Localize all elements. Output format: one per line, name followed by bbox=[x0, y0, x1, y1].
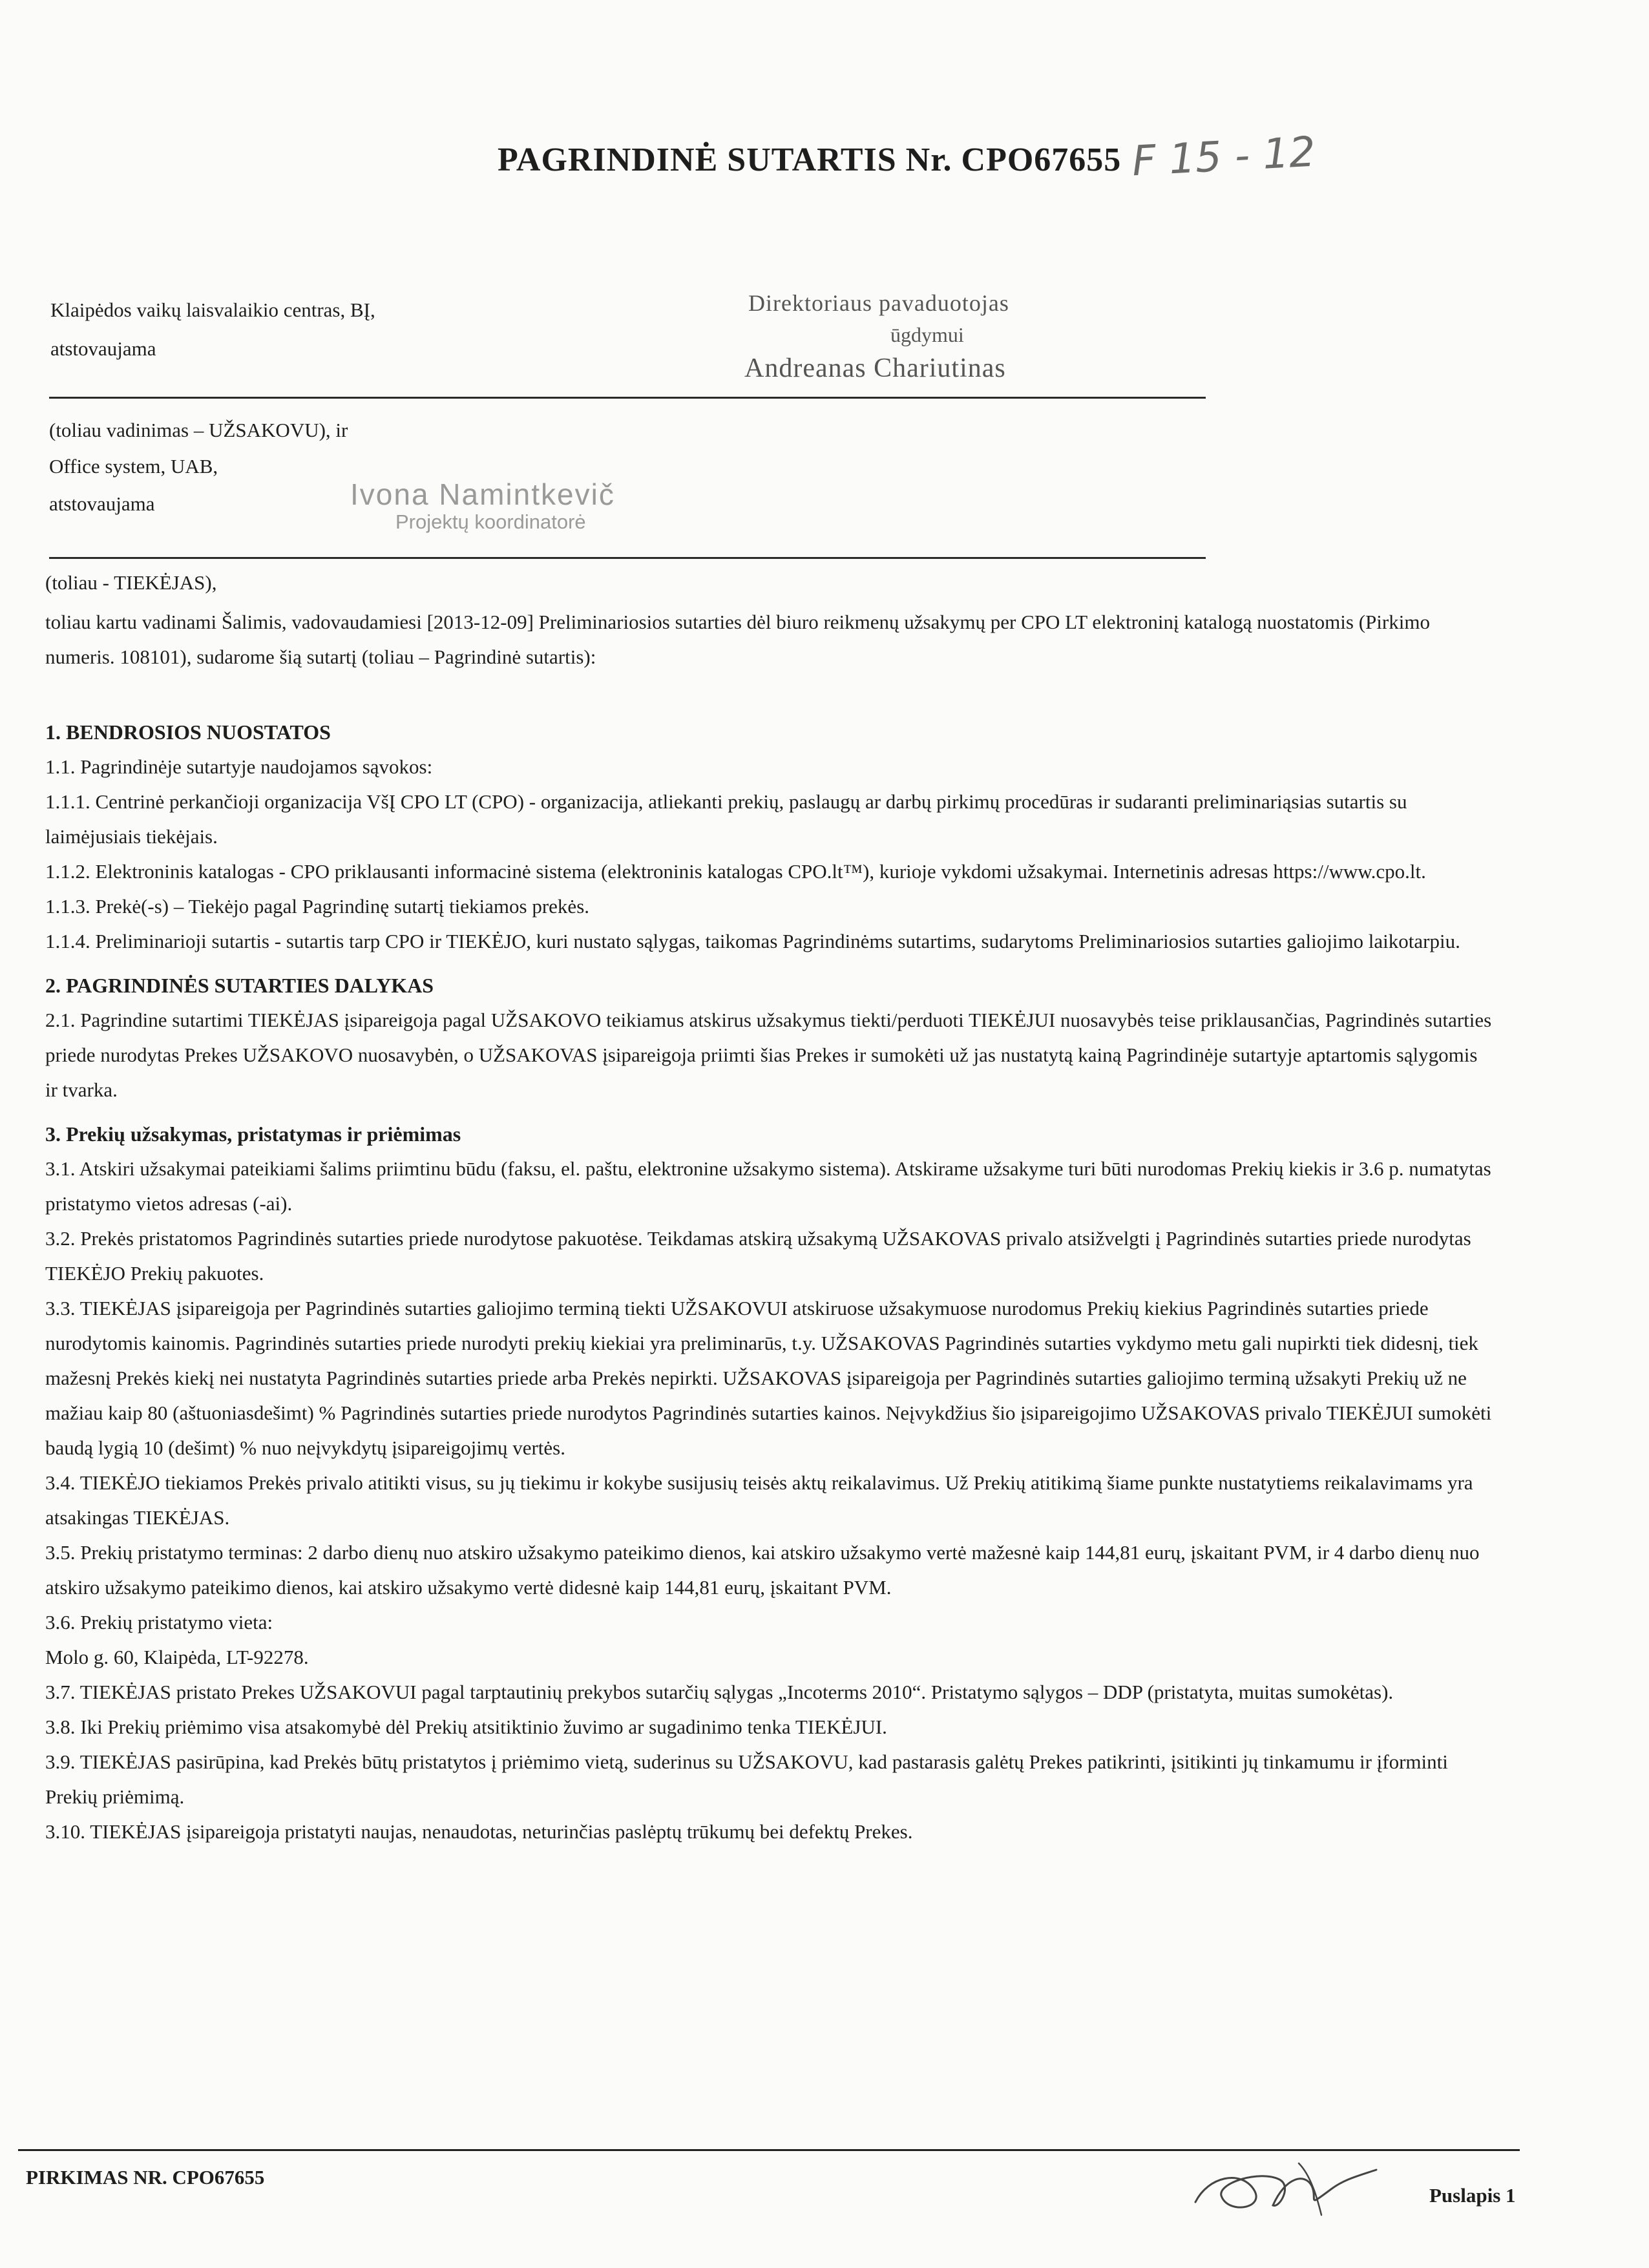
clause: 3.3. TIEKĖJAS įsipareigoja per Pagrindinės sutarties galiojimo terminą tiekti UŽSAKOVUI atskiruose užsakymuose nurodomus Prekių kiekius Pagrindinės sutarties priede nurodytomis kainomis. Pagrindinės sutarties priede nurodyti prekių kiekiai yra preliminarūs, t.y. UŽSAKOVAS Pagrindinės sutarties vykdymo metu gali nupirkti tiek didesnį, tiek mažesnį Prekės kiekį nei nustatyta Pagrindinės sutarties priede arba Prekės nepirkti. UŽSAKOVAS įsipareigoja per Pagrindinės sutarties galiojimo terminą užsakyti Prekių už ne mažiau kaip 80 (aštuoniasdešimt) % Pagrindinės sutarties priede nurodytos Pagrindinės sutarties kainos. Neįvykdžius šio įsipareigojimo UŽSAKOVAS privalo TIEKĖJUI sumokėti baudą lygią 10 (dešimt) % nuo neįvykdytų įsipareigojimų vertės. bbox=[45, 1297, 1492, 1459]
signature-scribble bbox=[1182, 2150, 1396, 2228]
handwritten-note: F 15 - 12 bbox=[1131, 128, 1317, 186]
clause: 3.1. Atskiri užsakymai pateikiami šalims priimtinu būdu (faksu, el. paštu, elektronine užsakymo sistema). Atskirame užsakyme turi būti nurodomas Prekių kiekis ir 3.6 p. numatytas pristatymo vietos adresas (-ai). bbox=[45, 1157, 1491, 1215]
supplier-stamp-name: Ivona Namintkevič bbox=[350, 478, 615, 511]
clause: Molo g. 60, Klaipėda, LT-92278. bbox=[45, 1646, 309, 1668]
footer-page-number: Puslapis 1 bbox=[1429, 2184, 1516, 2207]
buyer-represented: atstovaujama bbox=[50, 337, 156, 360]
clause: 1.1.1. Centrinė perkančioji organizacija VšĮ CPO LT (CPO) - organizacija, atliekanti prekių, paslaugų ar darbų pirkimų procedūras ir sudaranti preliminariąsias sutartis su laimėjusiais tiekėjais. bbox=[45, 790, 1407, 848]
section-2-heading: 2. PAGRINDINĖS SUTARTIES DALYKAS bbox=[45, 974, 434, 997]
buyer-signature-line bbox=[49, 397, 1206, 399]
contract-body bbox=[45, 605, 1493, 1849]
clause: 3.4. TIEKĖJO tiekiamos Prekės privalo atitikti visus, su jų tiekimu ir kokybe susijusių teisės aktų reikalavimus. Už Prekių atitikimą šiame punkte nustatytiems reikalavimams yra atsakingas TIEKĖJAS. bbox=[45, 1471, 1473, 1529]
clause: 1.1. Pagrindinėje sutartyje naudojamos sąvokos: bbox=[45, 755, 433, 778]
clause: 3.9. TIEKĖJAS pasirūpina, kad Prekės būtų pristatytos į priėmimo vietą, suderinus su UŽSAKOVU, kad pastarasis galėtų Prekes patikrinti, įsitikinti jų tinkamumu ir įforminti Prekių priėmimą. bbox=[45, 1750, 1448, 1808]
clause: 3.7. TIEKĖJAS pristato Prekes UŽSAKOVUI pagal tarptautinių prekybos sutarčių sąlygas „Incoterms 2010“. Pristatymo sąlygos – DDP (pristatyta, muitas sumokėtas). bbox=[45, 1681, 1394, 1703]
buyer-stamp-title: Direktoriaus pavaduotojas bbox=[748, 290, 1009, 316]
clause: 1.1.4. Preliminarioji sutartis - sutartis tarp CPO ir TIEKĖJO, kuri nustato sąlygas, taikomas Pagrindinėms sutartims, sudarytoms Preliminariosios sutarties galiojimo laikotarpiu. bbox=[45, 930, 1460, 952]
supplier-stamp-role: Projektų koordinatorė bbox=[395, 510, 586, 533]
section-3-heading: 3. Prekių užsakymas, pristatymas ir priėmimas bbox=[45, 1122, 461, 1146]
footer-procurement-number: PIRKIMAS NR. CPO67655 bbox=[26, 2166, 265, 2189]
supplier-name: Office system, UAB, bbox=[49, 455, 218, 478]
supplier-represented: atstovaujama bbox=[49, 492, 155, 515]
document-title: PAGRINDINĖ SUTARTIS Nr. CPO67655 bbox=[498, 142, 1122, 178]
buyer-name: Klaipėdos vaikų laisvalaikio centras, BĮ, bbox=[50, 299, 375, 321]
clause: 1.1.2. Elektroninis katalogas - CPO priklausanti informacinė sistema (elektroninis katalogas CPO.lt™), kurioje vykdomi užsakymai. Internetinis adresas https://www.cpo.lt. bbox=[45, 860, 1426, 883]
clause: 1.1.3. Prekė(-s) – Tiekėjo pagal Pagrindinę sutartį tiekiamos prekės. bbox=[45, 895, 590, 918]
clause: 2.1. Pagrindine sutartimi TIEKĖJAS įsipareigoja pagal UŽSAKOVO teikiamus atskirus užsakymus tiekti/perduoti TIEKĖJUI nuosavybės teise priklausančias, Pagrindinės sutarties priede nurodytas Prekes UŽSAKOVO nuosavybėn, o UŽSAKOVAS įsipareigoja priimti šias Prekes ir sumokėti už jas nustatytą kainą Pagrindinėje sutartyje aptartomis sąlygomis ir tvarka. bbox=[45, 1009, 1492, 1101]
clause: 3.6. Prekių pristatymo vieta: bbox=[45, 1611, 273, 1633]
buyer-stamp-sub: ūgdymui bbox=[890, 323, 964, 346]
clause: 3.8. Iki Prekių priėmimo visa atsakomybė dėl Prekių atsitiktinio žuvimo ar sugadinimo tenka TIEKĖJUI. bbox=[45, 1716, 887, 1738]
buyer-called: (toliau vadinimas – UŽSAKOVU), ir bbox=[49, 419, 348, 441]
clause: 3.2. Prekės pristatomos Pagrindinės sutarties priede nurodytose pakuotėse. Teikdamas atskirą užsakymą UŽSAKOVAS privalo atsižvelgti į Pagrindinės sutarties priede nurodytas TIEKĖJO Prekių pakuotes. bbox=[45, 1227, 1471, 1285]
clause: 3.5. Prekių pristatymo terminas: 2 darbo dienų nuo atskiro užsakymo pateikimo dienos, kai atskiro užsakymo vertė mažesnė kaip 144,81 eurų, įskaitant PVM, ir 4 darbo dienų nuo atskiro užsakymo pateikimo dienos, kai atskiro užsakymo vertė didesnė kaip 144,81 eurų, įskaitant PVM. bbox=[45, 1541, 1480, 1599]
clause: 3.10. TIEKĖJAS įsipareigoja pristatyti naujas, nenaudotas, neturinčias paslėptų trūkumų bei defektų Prekes. bbox=[45, 1820, 913, 1843]
buyer-stamp-name: Andreanas Chariutinas bbox=[744, 353, 1006, 383]
intro-paragraph: toliau kartu vadinami Šalimis, vadovaudamiesi [2013-12-09] Preliminariosios sutarties dėl biuro reikmenų užsakymų per CPO LT elektroninį katalogą nuostatomis (Pirkimo numeris. 108101), sudarome šią sutartį (toliau – Pagrindinė sutartis): bbox=[45, 611, 1430, 668]
supplier-called: (toliau - TIEKĖJAS), bbox=[45, 571, 217, 594]
section-1-heading: 1. BENDROSIOS NUOSTATOS bbox=[45, 720, 331, 744]
supplier-signature-line bbox=[49, 557, 1206, 559]
